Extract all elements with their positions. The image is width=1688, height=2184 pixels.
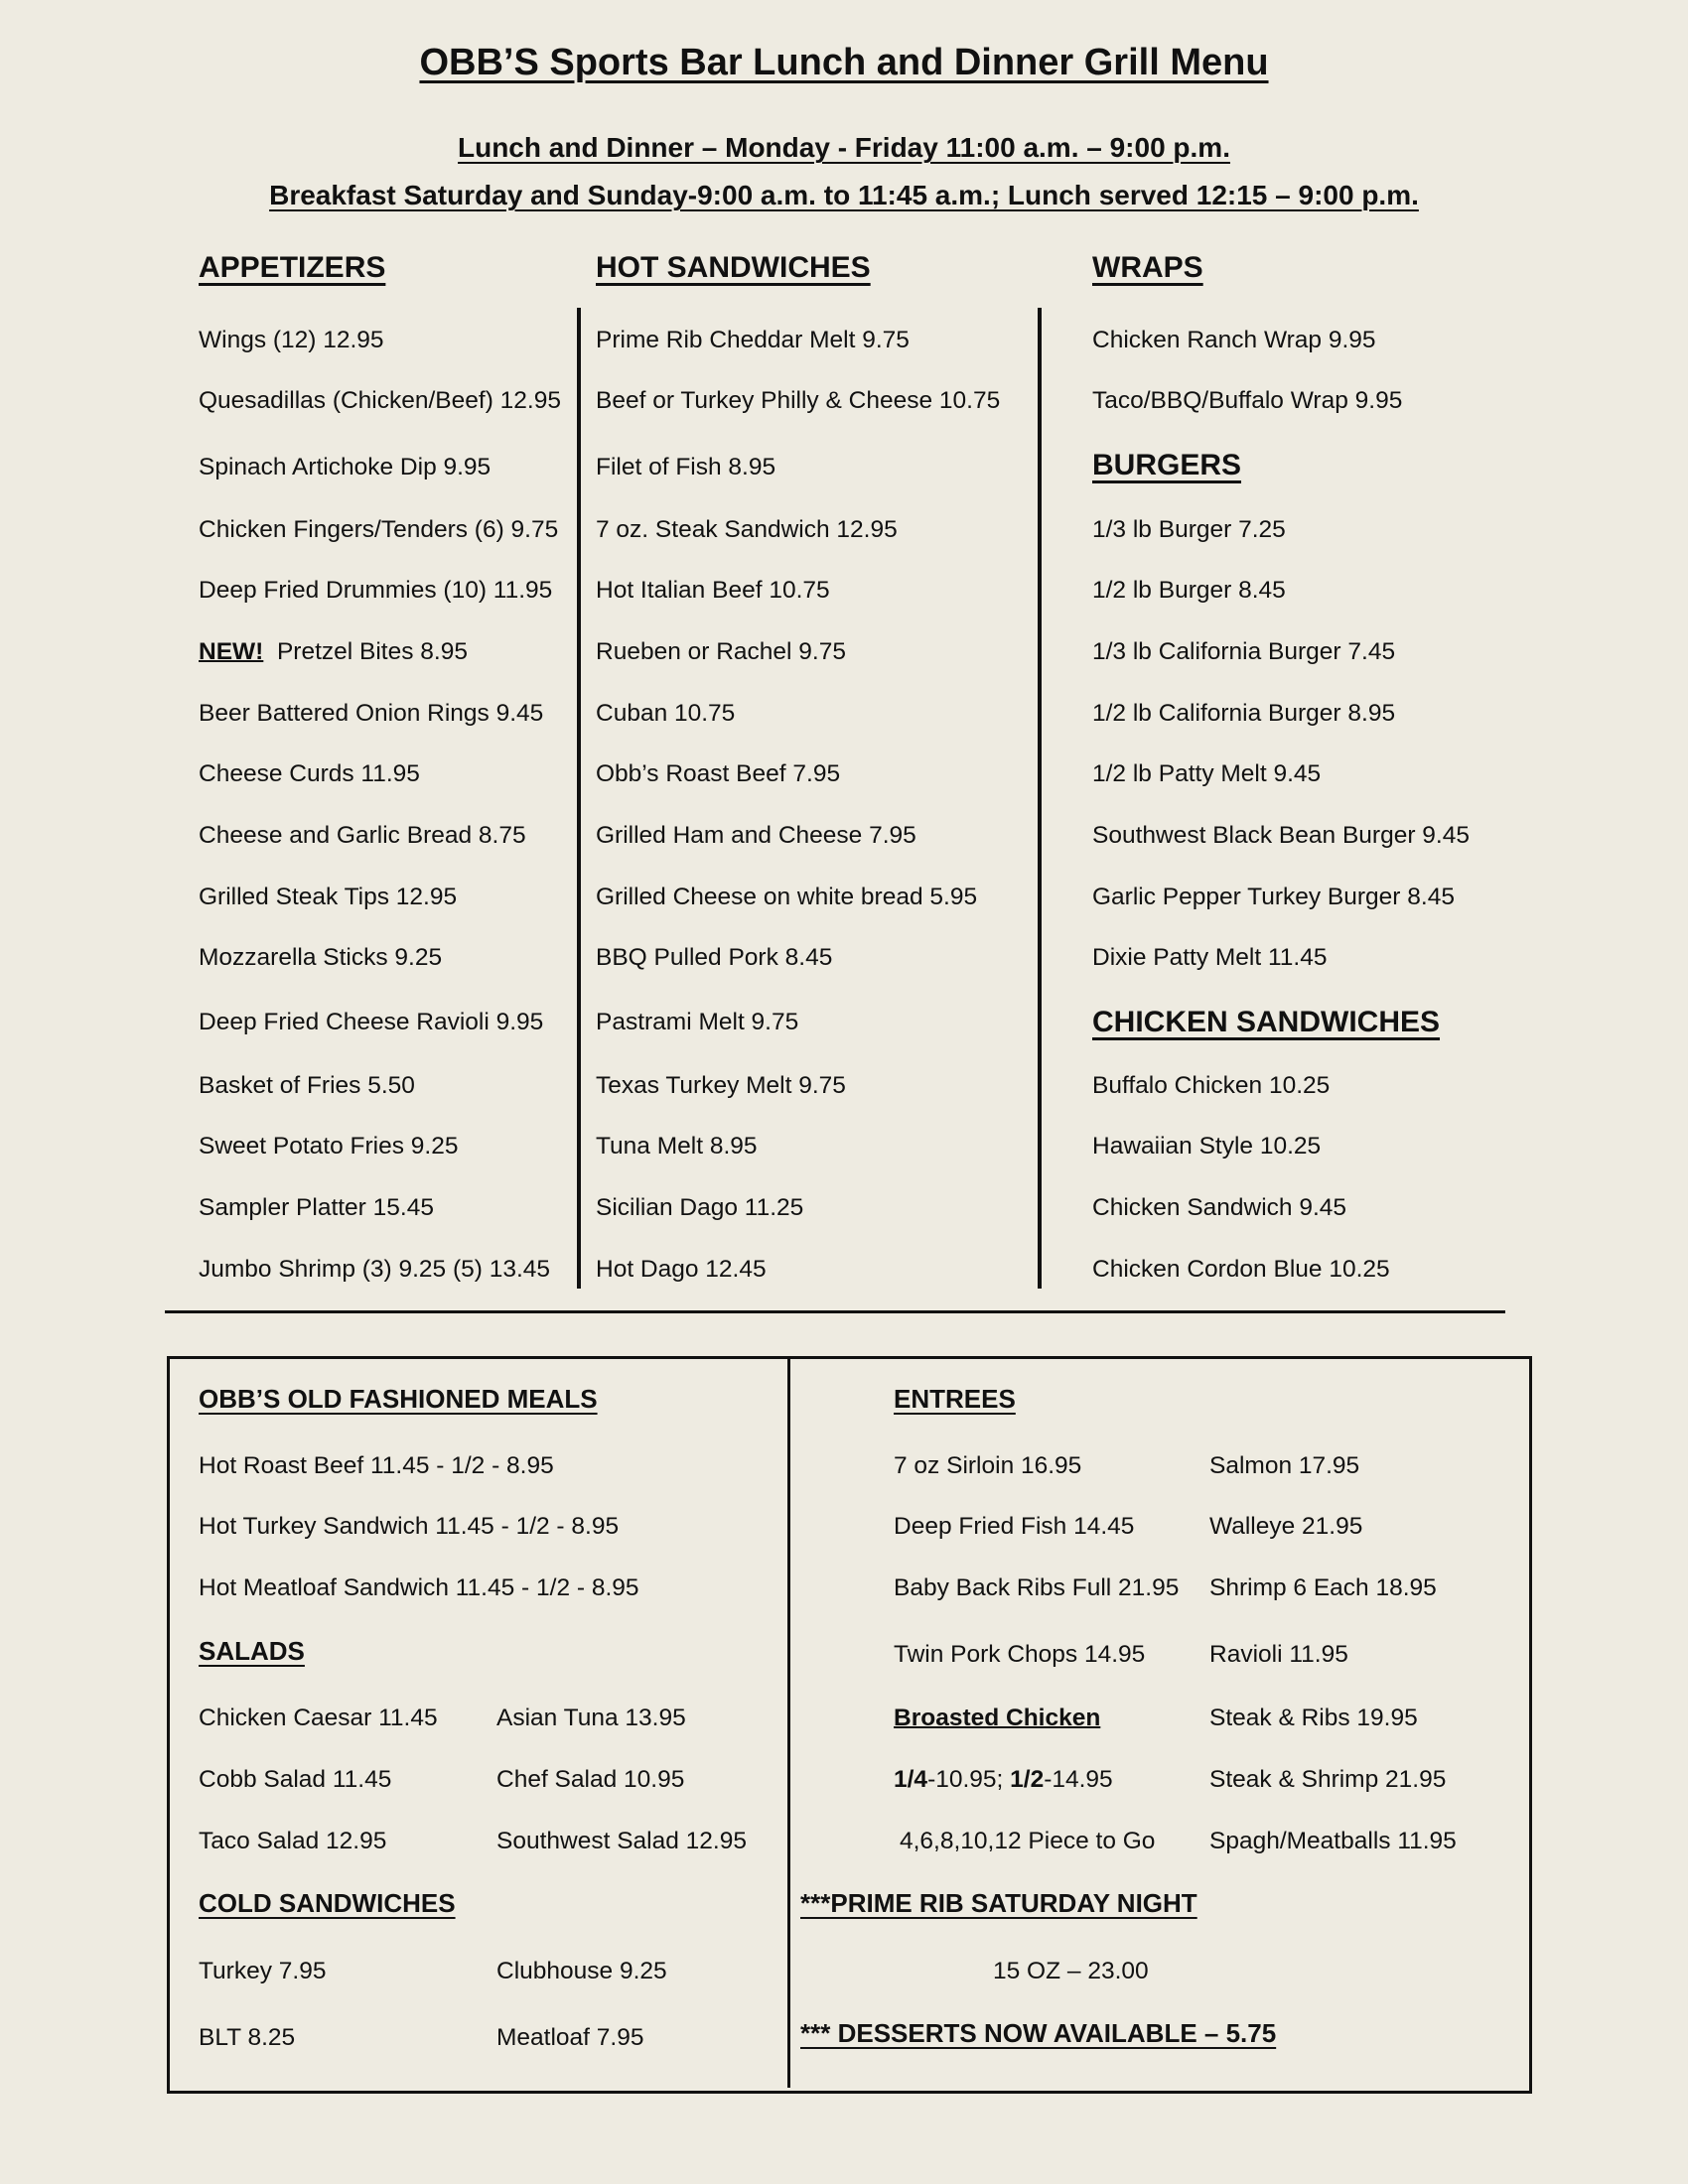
menu-item: Baby Back Ribs Full 21.95	[894, 1574, 1180, 1601]
menu-item: Walleye 21.95	[1209, 1513, 1363, 1540]
menu-item: Mozzarella Sticks 9.25	[199, 944, 443, 971]
menu-item: Deep Fried Cheese Ravioli 9.95	[199, 1009, 544, 1035]
menu-item: Rueben or Rachel 9.75	[596, 638, 846, 665]
menu-item: Steak & Shrimp 21.95	[1209, 1766, 1447, 1793]
menu-item: Wings (12) 12.95	[199, 327, 384, 353]
menu-item: 7 oz Sirloin 16.95	[894, 1452, 1082, 1479]
section-divider	[165, 1310, 1505, 1313]
page-title: OBB’S Sports Bar Lunch and Dinner Grill Menu	[419, 42, 1269, 83]
menu-item: Turkey 7.95	[199, 1958, 327, 1984]
column-divider-1	[577, 308, 581, 1289]
weekend-hours: Breakfast Saturday and Sunday-9:00 a.m. to 11:45 a.m.; Lunch served 12:15 – 9:00 p.m.	[269, 180, 1419, 210]
menu-item: Meatloaf 7.95	[496, 2024, 644, 2051]
half-label: 1/2	[1010, 1766, 1045, 1793]
burgers-header: BURGERS	[1092, 449, 1242, 481]
menu-item: Sweet Potato Fries 9.25	[199, 1133, 459, 1160]
menu-item: 1/2 lb Patty Melt 9.45	[1092, 760, 1322, 787]
column-divider-2	[1038, 308, 1042, 1289]
menu-item: BBQ Pulled Pork 8.45	[596, 944, 833, 971]
new-badge: NEW!	[199, 638, 264, 665]
menu-item: Ravioli 11.95	[1209, 1641, 1348, 1668]
menu-item: Grilled Ham and Cheese 7.95	[596, 822, 916, 849]
menu-item: Sicilian Dago 11.25	[596, 1194, 804, 1221]
menu-item: Deep Fried Drummies (10) 11.95	[199, 577, 553, 604]
chicken-sandwiches-header: CHICKEN SANDWICHES	[1092, 1006, 1441, 1038]
menu-item: Beef or Turkey Philly & Cheese 10.75	[596, 387, 1001, 414]
menu-item: Cobb Salad 11.45	[199, 1766, 392, 1793]
menu-item: 1/2 lb Burger 8.45	[1092, 577, 1286, 604]
menu-item: Jumbo Shrimp (3) 9.25 (5) 13.45	[199, 1256, 551, 1283]
menu-item: Southwest Salad 12.95	[496, 1828, 747, 1854]
menu-item: Salmon 17.95	[1209, 1452, 1360, 1479]
prime-rib-special: ***PRIME RIB SATURDAY NIGHT	[800, 1888, 1197, 1918]
menu-item: Grilled Steak Tips 12.95	[199, 884, 458, 910]
wraps-header: WRAPS	[1092, 251, 1203, 284]
menu-item: 7 oz. Steak Sandwich 12.95	[596, 516, 898, 543]
quarter-label: 1/4	[894, 1766, 928, 1793]
menu-item: 1/3 lb Burger 7.25	[1092, 516, 1286, 543]
menu-item: Asian Tuna 13.95	[496, 1705, 686, 1731]
menu-item: Obb’s Roast Beef 7.95	[596, 760, 841, 787]
menu-item: Pastrami Melt 9.75	[596, 1009, 799, 1035]
menu-item: Chicken Sandwich 9.45	[1092, 1194, 1347, 1221]
menu-item: Chicken Fingers/Tenders (6) 9.75	[199, 516, 559, 543]
menu-item: Southwest Black Bean Burger 9.45	[1092, 822, 1470, 849]
old-fashioned-header: OBB’S OLD FASHIONED MEALS	[199, 1384, 598, 1414]
menu-item: Chicken Cordon Blue 10.25	[1092, 1256, 1390, 1283]
menu-item: Hot Meatloaf Sandwich 11.45 - 1/2 - 8.95	[199, 1574, 639, 1601]
desserts-notice: *** DESSERTS NOW AVAILABLE – 5.75	[800, 2018, 1277, 2048]
entrees-header: ENTREES	[894, 1384, 1016, 1414]
menu-item: BLT 8.25	[199, 2024, 296, 2051]
menu-item: Garlic Pepper Turkey Burger 8.45	[1092, 884, 1455, 910]
menu-item: 4,6,8,10,12 Piece to Go	[900, 1828, 1156, 1854]
salads-header: SALADS	[199, 1636, 305, 1666]
menu-item: Steak & Ribs 19.95	[1209, 1705, 1418, 1731]
prime-rib-price: 15 OZ – 23.00	[993, 1958, 1149, 1984]
menu-item: Filet of Fish 8.95	[596, 454, 776, 480]
menu-item: Cuban 10.75	[596, 700, 736, 727]
menu-item: Shrimp 6 Each 18.95	[1209, 1574, 1437, 1601]
hot-sandwiches-header: HOT SANDWICHES	[596, 251, 871, 284]
cold-sandwiches-header: COLD SANDWICHES	[199, 1888, 456, 1918]
half-price: -14.95	[1044, 1766, 1113, 1793]
quarter-price: -10.95;	[927, 1766, 1011, 1793]
bottom-box-divider	[787, 1359, 790, 2088]
menu-item: Clubhouse 9.25	[496, 1958, 667, 1984]
menu-item: Beer Battered Onion Rings 9.45	[199, 700, 544, 727]
menu-item: Chicken Caesar 11.45	[199, 1705, 438, 1731]
menu-item: Tuna Melt 8.95	[596, 1133, 758, 1160]
menu-item: Buffalo Chicken 10.25	[1092, 1072, 1331, 1099]
menu-item: Hot Dago 12.45	[596, 1256, 767, 1283]
menu-item: Hawaiian Style 10.25	[1092, 1133, 1322, 1160]
appetizers-header: APPETIZERS	[199, 251, 386, 284]
menu-item: Taco/BBQ/Buffalo Wrap 9.95	[1092, 387, 1403, 414]
menu-item: Quesadillas (Chicken/Beef) 12.95	[199, 387, 561, 414]
broasted-chicken-label: Broasted Chicken	[894, 1705, 1101, 1731]
menu-item: Chicken Ranch Wrap 9.95	[1092, 327, 1376, 353]
menu-item: Texas Turkey Melt 9.75	[596, 1072, 846, 1099]
menu-item: Hot Turkey Sandwich 11.45 - 1/2 - 8.95	[199, 1513, 620, 1540]
menu-item: Twin Pork Chops 14.95	[894, 1641, 1146, 1668]
menu-item: 1/2 lb California Burger 8.95	[1092, 700, 1396, 727]
broasted-chicken-prices	[894, 1766, 1113, 1794]
menu-item-text: Pretzel Bites 8.95	[276, 638, 468, 665]
menu-item: Spagh/Meatballs 11.95	[1209, 1828, 1457, 1854]
menu-item: Hot Italian Beef 10.75	[596, 577, 830, 604]
menu-item: Prime Rib Cheddar Melt 9.75	[596, 327, 910, 353]
menu-item: Hot Roast Beef 11.45 - 1/2 - 8.95	[199, 1452, 554, 1479]
menu-item: Sampler Platter 15.45	[199, 1194, 434, 1221]
menu-item: Cheese Curds 11.95	[199, 760, 420, 787]
menu-item: Chef Salad 10.95	[496, 1766, 685, 1793]
menu-item: Dixie Patty Melt 11.45	[1092, 944, 1328, 971]
menu-item: Taco Salad 12.95	[199, 1828, 387, 1854]
menu-item: Basket of Fries 5.50	[199, 1072, 415, 1099]
menu-item-new	[199, 638, 468, 666]
weekday-hours: Lunch and Dinner – Monday - Friday 11:00 a.m. – 9:00 p.m.	[458, 132, 1230, 163]
menu-item: Grilled Cheese on white bread 5.95	[596, 884, 978, 910]
menu-item: Spinach Artichoke Dip 9.95	[199, 454, 492, 480]
menu-item: 1/3 lb California Burger 7.45	[1092, 638, 1396, 665]
menu-item: Cheese and Garlic Bread 8.75	[199, 822, 526, 849]
menu-item: Deep Fried Fish 14.45	[894, 1513, 1135, 1540]
